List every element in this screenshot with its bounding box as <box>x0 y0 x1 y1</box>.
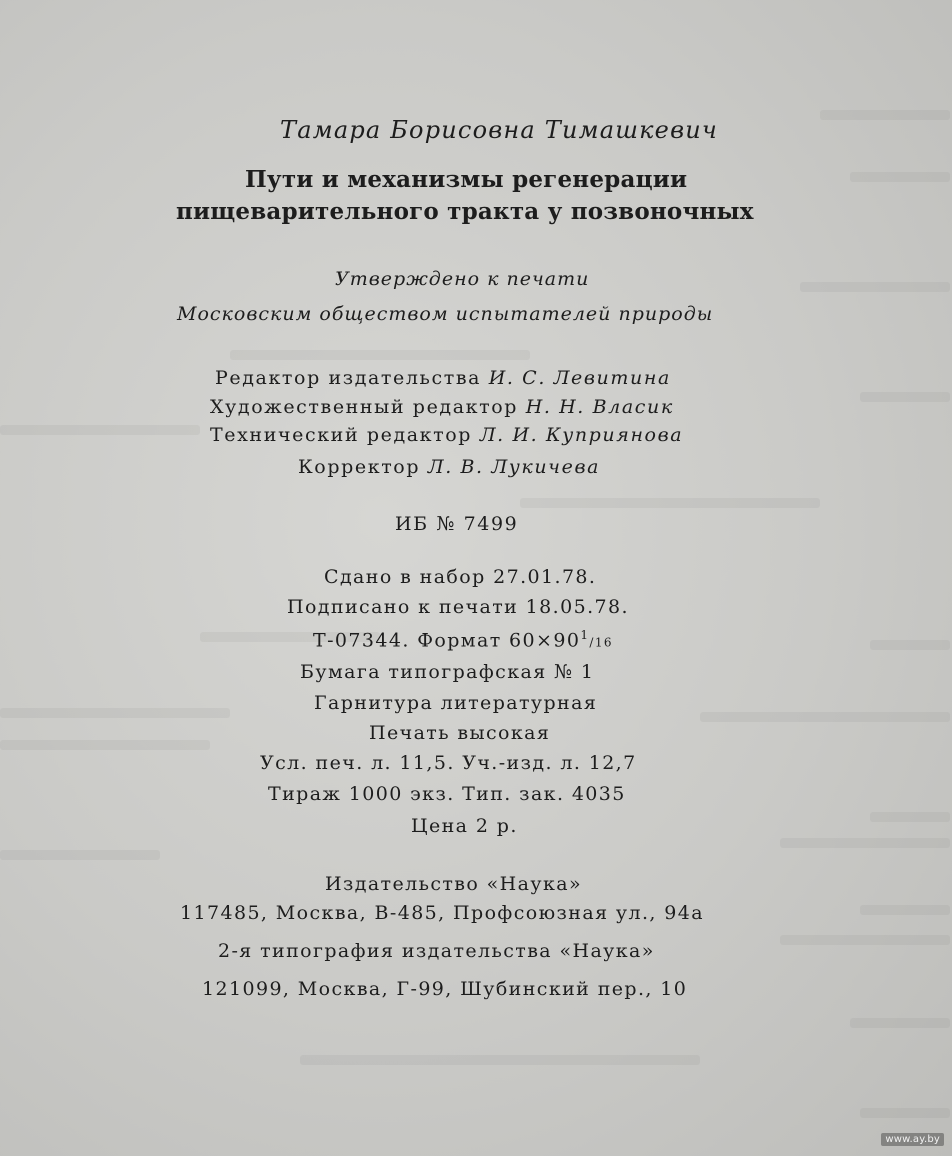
printer-name: 2-я типография издательства «Наука» <box>218 940 655 962</box>
format-subscript: /16 <box>589 635 613 650</box>
format-text: Т-07344. Формат 60×90 <box>313 629 581 652</box>
staff-proofreader <box>0 456 952 478</box>
site-watermark: www.ay.by <box>881 1133 944 1146</box>
sent-to-typeset: Сдано в набор 27.01.78. <box>324 566 597 588</box>
approval-line-2: Московским обществом испытателей природы <box>177 303 714 325</box>
staff-art-editor <box>0 396 952 418</box>
staff-role: Технический редактор <box>210 424 473 446</box>
staff-publisher-editor <box>0 367 952 389</box>
staff-name: Л. И. Куприянова <box>479 424 684 446</box>
paper-type: Бумага типографская № 1 <box>300 661 595 683</box>
ib-number: ИБ № 7499 <box>395 513 519 535</box>
staff-name: Н. Н. Власик <box>525 396 674 418</box>
staff-technical-editor <box>0 424 952 446</box>
printer-address: 121099, Москва, Г-99, Шубинский пер., 10 <box>202 978 688 1000</box>
approval-line-1: Утверждено к печати <box>335 268 590 290</box>
price: Цена 2 р. <box>411 815 518 837</box>
printed-sheets: Усл. печ. л. 11,5. Уч.-изд. л. 12,7 <box>260 752 637 774</box>
book-title-line-2: пищеварительного тракта у позвоночных <box>176 198 754 225</box>
book-title-line-1: Пути и механизмы регенерации <box>245 166 688 193</box>
staff-role: Художественный редактор <box>210 396 519 418</box>
publisher-address: 117485, Москва, В-485, Профсоюзная ул., 94а <box>180 902 704 924</box>
staff-name: И. С. Левитина <box>488 367 671 389</box>
staff-role: Корректор <box>298 456 421 478</box>
author-name: Тамара Борисовна Тимашкевич <box>280 116 719 144</box>
format-line <box>0 628 952 651</box>
staff-role: Редактор издательства <box>215 367 482 389</box>
publisher-name: Издательство «Наука» <box>325 873 582 895</box>
staff-name: Л. В. Лукичева <box>427 456 601 478</box>
printing-method: Печать высокая <box>369 722 551 744</box>
typeface: Гарнитура литературная <box>314 692 598 714</box>
signed-to-print: Подписано к печати 18.05.78. <box>287 596 629 618</box>
format-superscript: 1 <box>580 628 590 642</box>
circulation-order: Тираж 1000 экз. Тип. зак. 4035 <box>268 783 626 805</box>
